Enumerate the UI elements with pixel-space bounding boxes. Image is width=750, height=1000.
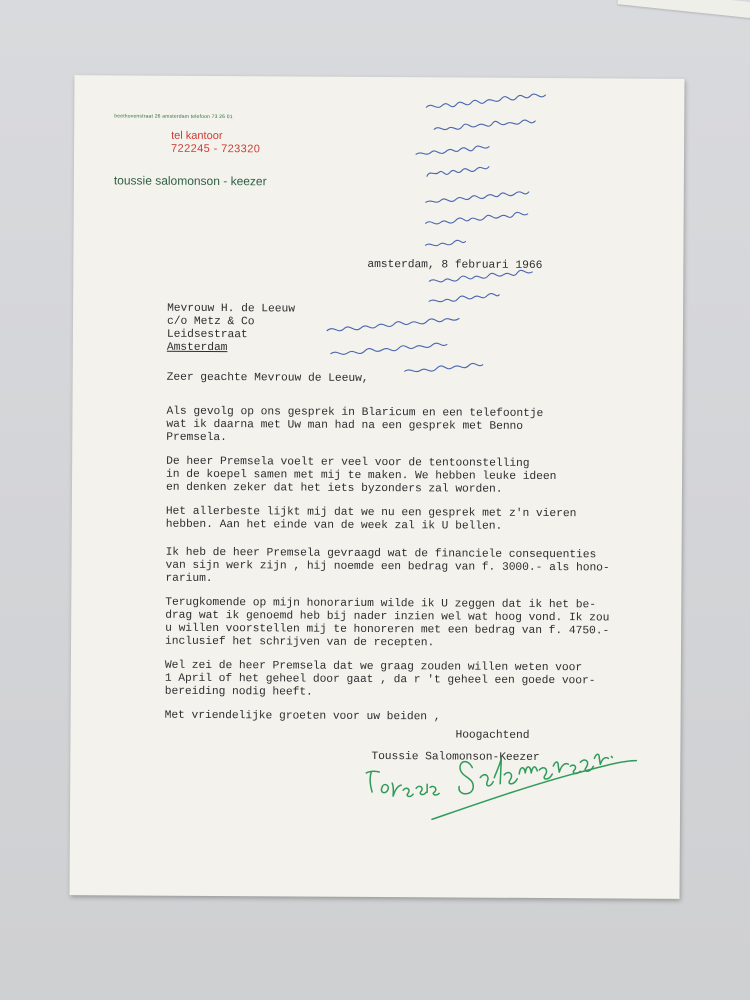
background-paper-edge — [618, 0, 750, 20]
recipient-line-1: Mevrouw H. de Leeuw — [167, 302, 295, 316]
paragraph-1: Als gevolg op ons gesprek in Blaricum en een telefoontje wat ik daarna met Uw man had na een gesprek met Benno Premsela. — [166, 405, 544, 445]
recipient-line-2: c/o Metz & Co — [166, 315, 255, 329]
letterhead-tel-label: tel kantoor — [171, 129, 223, 143]
closing-line: Met vriendelijke groeten voor uw beiden , — [164, 709, 441, 724]
recipient-city: Amsterdam — [166, 341, 228, 355]
letterhead-brand-name: toussie salomonson - keezer — [113, 173, 267, 189]
paragraph-6: Wel zei de heer Premsela dat we graag zouden willen weten voor 1 April of het geheel door gaat , da r 't geheel een goede voor- bereiding nodig heeft. — [164, 659, 596, 699]
letter-sheet — [70, 75, 685, 899]
letterhead-address: beethovenstraat 26 amsterdam telefoon 73 26 01 — [114, 113, 233, 121]
paragraph-5: Terugkomende op mijn honorarium wilde ik U zeggen dat ik het be- drag wat ik genoemd heb bij nader inzien wel wat hoog vond. Ik zou u willen voorstellen mij te honoreren met een bedrag van f. 4750.- inclusief het schrijven van de recepten. — [165, 596, 610, 650]
paragraph-3: Het allerbeste lijkt mij dat we nu een gesprek met z'n vieren hebben. Aan het einde van de week zal ik U bellen. — [165, 505, 577, 533]
paragraph-4: Ik heb de heer Premsela gevraagd wat de financiele consequenties van sijn werk zijn , hij noemde een bedrag van f. 3000.- als hono- rarium. — [165, 546, 610, 586]
recipient-line-3: Leidsestraat — [166, 328, 248, 342]
sender-typed-name: Toussie Salomonson-Keezer — [371, 750, 540, 764]
paragraph-2: De heer Premsela voelt er veel voor de tentoonstelling in de koepel samen met mij te maken. We hebben leuke ideen en denken zeker dat het iets byzonders zal worden. — [165, 455, 557, 496]
letterhead-tel-numbers: 722245 - 723320 — [171, 142, 261, 156]
letter-date: amsterdam, 8 februari 1966 — [367, 258, 543, 273]
sign-off: Hoogachtend — [455, 729, 530, 742]
recipient-address — [167, 303, 295, 356]
salutation: Zeer geachte Mevrouw de Leeuw, — [166, 371, 369, 385]
